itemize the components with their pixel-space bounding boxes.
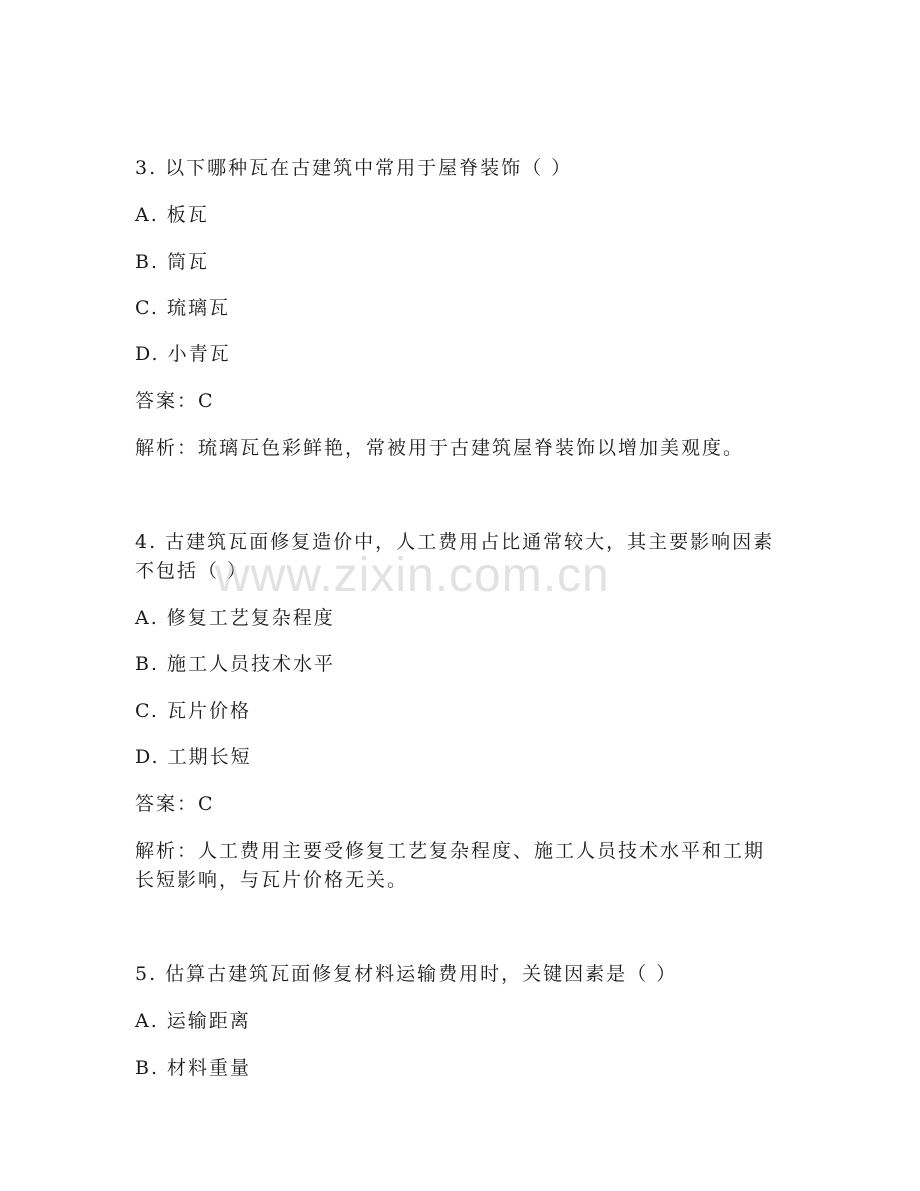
question-3-option-b: B. 筒瓦 bbox=[135, 251, 210, 273]
question-3-option-c: C. 琉璃瓦 bbox=[135, 297, 230, 319]
question-3-option-a: A. 板瓦 bbox=[135, 204, 209, 226]
question-4-stem-line-2: 不包括（ ） bbox=[135, 560, 249, 582]
question-4-option-a: A. 修复工艺复杂程度 bbox=[135, 607, 335, 629]
question-4-option-c: C. 瓦片价格 bbox=[135, 700, 251, 722]
question-4-analysis-line-1: 解析：人工费用主要受修复工艺复杂程度、施工人员技术水平和工期 bbox=[135, 840, 766, 862]
question-4-answer: 答案：C bbox=[135, 793, 215, 815]
question-3-option-d: D. 小青瓦 bbox=[135, 343, 231, 365]
question-3-answer: 答案：C bbox=[135, 390, 215, 412]
question-4-option-b: B. 施工人员技术水平 bbox=[135, 653, 336, 675]
question-5-option-a: A. 运输距离 bbox=[135, 1010, 251, 1032]
question-3-stem: 3. 以下哪种瓦在古建筑中常用于屋脊装饰（ ） bbox=[135, 157, 573, 179]
question-5-stem: 5. 估算古建筑瓦面修复材料运输费用时，关键因素是（ ） bbox=[135, 963, 678, 985]
question-4-stem-line-1: 4. 古建筑瓦面修复造价中，人工费用占比通常较大，其主要影响因素 bbox=[135, 531, 775, 553]
question-4-option-d: D. 工期长短 bbox=[135, 746, 252, 768]
question-5-option-b: B. 材料重量 bbox=[135, 1057, 252, 1079]
watermark: www.zixin.com.cn bbox=[215, 549, 610, 602]
question-3-analysis: 解析：琉璃瓦色彩鲜艳，常被用于古建筑屋脊装饰以增加美观度。 bbox=[135, 437, 745, 459]
question-4-analysis-line-2: 长短影响，与瓦片价格无关。 bbox=[135, 869, 409, 891]
